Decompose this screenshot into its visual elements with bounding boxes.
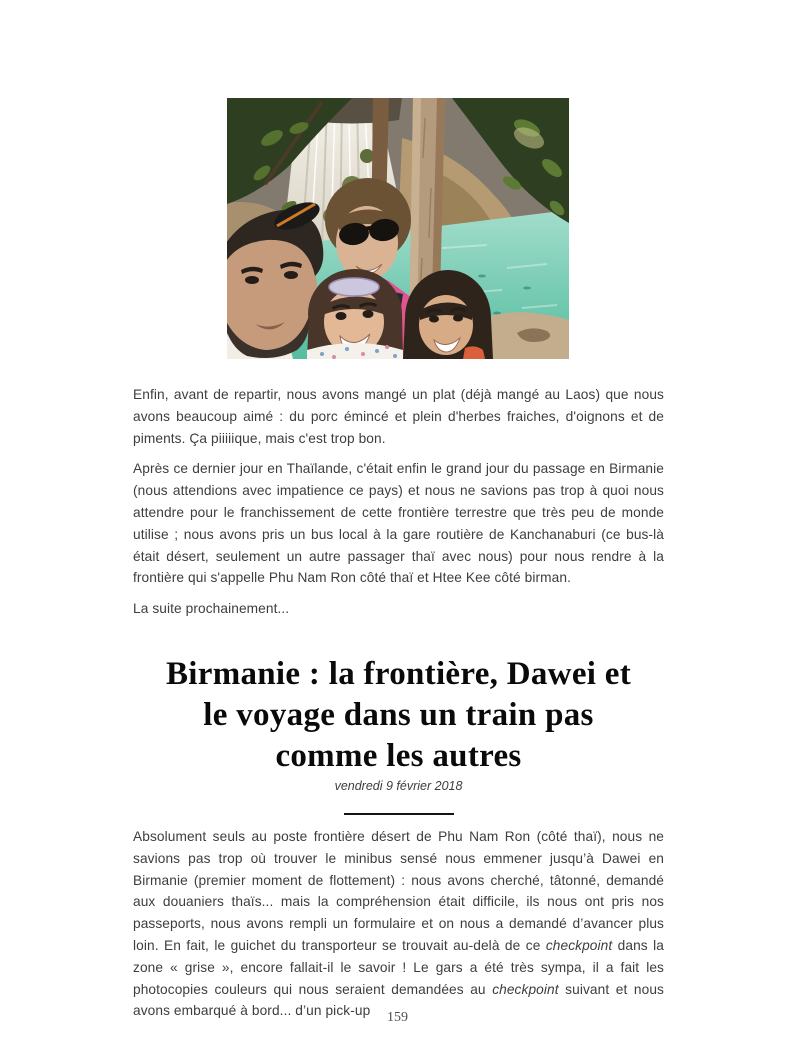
paragraph-food: Enfin, avant de repartir, nous avons mangé un plat (déjà mangé au Laos) que nous avons beaucoup aimé : du porc émincé et plein d'herbes fraiches, d'oignons et de piments. Ça piiiiique, mais c'est trop bon. (133, 387, 664, 446)
family-selfie-waterfall-illustration (227, 98, 569, 359)
post-title (133, 654, 664, 777)
paragraph-border-day: Après ce dernier jour en Thaïlande, c'était enfin le grand jour du passage en Birmanie (nous attendions avec impatience ce pays) et nous ne savions pas trop à quoi nous attendre pour le franchissement de cette frontière terrestre que très peu de monde utilise ; nous avons pris un bus local à la gare routière de Kanchanaburi (ce bus-là était désert, seulement un autre passager thaï avec nous) pour nous rendre à la frontière qui s'appelle Phu Nam Ron côté thaï et Htee Kee côté birman. (133, 461, 664, 586)
post-date: vendredi 9 février 2018 (334, 778, 463, 793)
post-title-line-3: comme les autres (275, 737, 522, 774)
post-title-line-1: Birmanie : la frontière, Dawei et (165, 655, 632, 692)
page-number: 159 (387, 1010, 408, 1025)
section-divider (344, 813, 454, 815)
page-content (133, 384, 664, 1031)
paragraph-teaser: La suite prochainement... (133, 601, 290, 617)
paragraph-post-body: Absolument seuls au poste frontière désert de Phu Nam Ron (côté thaï), nous ne savions pas trop où trouver le minibus sensé nous emmener jusqu’à Dawei en Birmanie (premier moment de flottement) : nous avons cherché, tâtonné, demandé aux douaniers thaïs... mais la compréhension était difficile, ils nous ont pris nos passeports, nous avons rempli un formulaire et on nous a demandé d’avancer plus loin. En fait, le guichet du transporteur se trouvait au-delà de ce checkpoint dans la zone « grise », encore fallait-il le savoir ! Le gars a été très sympa, il a fait les photocopies couleurs qui nous seraient demandées au checkpoint suivant et nous avons embarqué à bord... d’un pick-up (133, 828, 665, 1019)
post-title-line-2: le voyage dans un train pas (203, 696, 594, 733)
family-selfie-photo (227, 98, 569, 359)
